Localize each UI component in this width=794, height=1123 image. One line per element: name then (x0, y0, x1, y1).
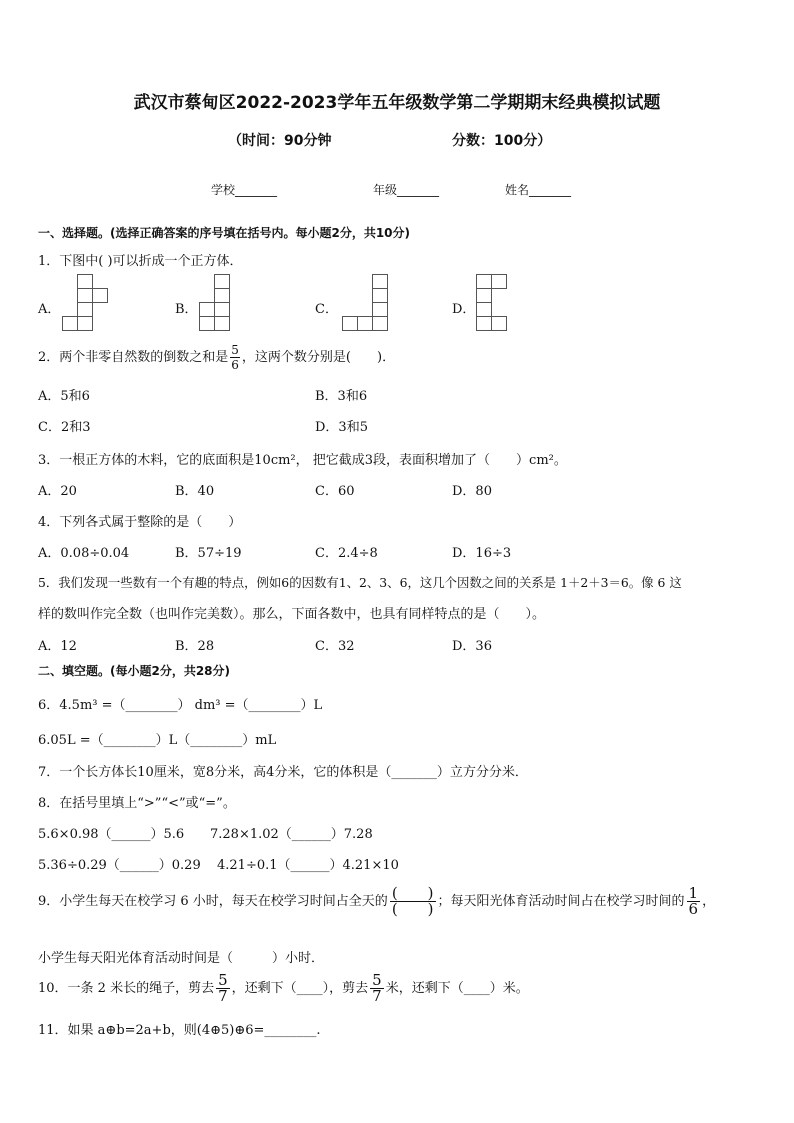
q4-stem: 4．下列各式属于整除的是（ ） (38, 515, 242, 530)
exam-score: 分数：100分） (452, 133, 552, 149)
q2-fraction: $\frac{5}{6}$ (231, 343, 239, 372)
q9-line-2[interactable]: 小学生每天阳光体育活动时间是（ ）小时． (38, 951, 325, 966)
q8-item-2[interactable]: 7.28×1.02（______）7.28 (210, 827, 373, 842)
q2-option-b[interactable]: B．3和6 (315, 389, 368, 404)
q8-stem: 8．在括号里填上“>”“<”或“=”。 (38, 796, 236, 811)
q3-stem: 3．一根正方体的木料，它的底面积是10cm²， 把它截成3段，表面积增加了（ ）cm²。 (38, 453, 567, 468)
section-1-heading: 一、选择题。(选择正确答案的序号填在括号内。每小题2分，共10分) (38, 226, 411, 240)
q8-item-3[interactable]: 5.36÷0.29（______）0.29 (38, 858, 201, 873)
q4-option-b[interactable]: B．57÷19 (175, 546, 242, 561)
q1-option-c[interactable]: C． (315, 302, 338, 317)
net-figure-b (199, 274, 231, 334)
q8-item-1[interactable]: 5.6×0.98（______）5.6 (38, 827, 185, 842)
q5-option-d[interactable]: D．36 (452, 639, 492, 654)
q3-option-c[interactable]: C．60 (315, 484, 355, 499)
q10-stem[interactable]: 10．一条 2 米长的绳子，剪去 $\frac{5}{7}$ ，还剩下（____），剪去 $\frac{5}{7}$ 米，还剩下（____）米。 (38, 971, 529, 1005)
q3-option-d[interactable]: D．80 (452, 484, 492, 499)
q5-option-a[interactable]: A．12 (38, 639, 77, 654)
q9-line-1: 9．小学生每天在校学习 6 小时，每天在校学习时间占全天的 $\frac{( )}{( )}$ ；每天阳光体育活动时间占在校学习时间的 $\frac{1}{6}$ ， (38, 884, 716, 918)
q3-option-b[interactable]: B．40 (175, 484, 215, 499)
q2-option-a[interactable]: A．5和6 (38, 389, 90, 404)
q9-fraction: $\frac{1}{6}$ (688, 884, 699, 918)
q2-option-c[interactable]: C．2和3 (38, 420, 91, 435)
q1-stem: 1．下图中( )可以折成一个正方体． (38, 254, 243, 269)
net-figure-d (476, 274, 508, 334)
q2-stem: 2．两个非零自然数的倒数之和是 $\frac{5}{6}$ ，这两个数分别是( )． (38, 343, 396, 372)
q5-line-1: 5．我们发现一些数有一个有趣的特点，例如6的因数有1、2、3、6，这几个因数之间的关系是 1＋2＋3＝6。像 6 这 (38, 575, 682, 590)
q9-blank-fraction[interactable]: $\frac{( )}{( )}$ (391, 884, 434, 918)
q1-option-d[interactable]: D． (452, 302, 476, 317)
q3-option-a[interactable]: A．20 (38, 484, 77, 499)
net-figure-c (342, 274, 388, 334)
q10-fraction-1: $\frac{5}{7}$ (218, 971, 228, 1005)
q8-item-4[interactable]: 4.21÷0.1（______）4.21×10 (217, 858, 399, 873)
q4-option-a[interactable]: A．0.08÷0.04 (38, 546, 130, 561)
q6-line-1[interactable]: 6．4.5m³ =（________） dm³ =（________）L (38, 698, 323, 713)
page-title: 武汉市蔡甸区2022-2023学年五年级数学第二学期期末经典模拟试题 (133, 93, 661, 113)
q1-option-b[interactable]: B． (175, 302, 198, 317)
q6-line-2[interactable]: 6.05L =（________）L（________）mL (38, 733, 277, 748)
section-2-heading: 二、填空题。(每小题2分，共28分) (38, 664, 231, 678)
q5-option-c[interactable]: C．32 (315, 639, 355, 654)
q10-fraction-2: $\frac{5}{7}$ (372, 971, 382, 1005)
name-field[interactable]: 姓名_______ (505, 183, 572, 197)
q5-option-b[interactable]: B．28 (175, 639, 215, 654)
net-figure-a (62, 274, 108, 334)
q4-option-c[interactable]: C．2.4÷8 (315, 546, 378, 561)
q7-stem[interactable]: 7．一个长方体长10厘米，宽8分米，高4分米，它的体积是（_______）立方分分米． (38, 765, 528, 780)
grade-field[interactable]: 年级_______ (373, 183, 440, 197)
q4-option-d[interactable]: D．16÷3 (452, 546, 512, 561)
exam-time: （时间：90分钟 (228, 133, 332, 149)
q5-line-2: 样的数叫作完全数（也叫作完美数）。那么，下面各数中，也具有同样特点的是（ ）。 (38, 607, 546, 622)
q1-option-a[interactable]: A． (38, 302, 61, 317)
q2-option-d[interactable]: D．3和5 (315, 420, 368, 435)
school-field[interactable]: 学校_______ (211, 183, 278, 197)
q11-stem[interactable]: 11．如果 a⊕b=2a+b，则(4⊕5)⊕6=________. (38, 1023, 321, 1038)
